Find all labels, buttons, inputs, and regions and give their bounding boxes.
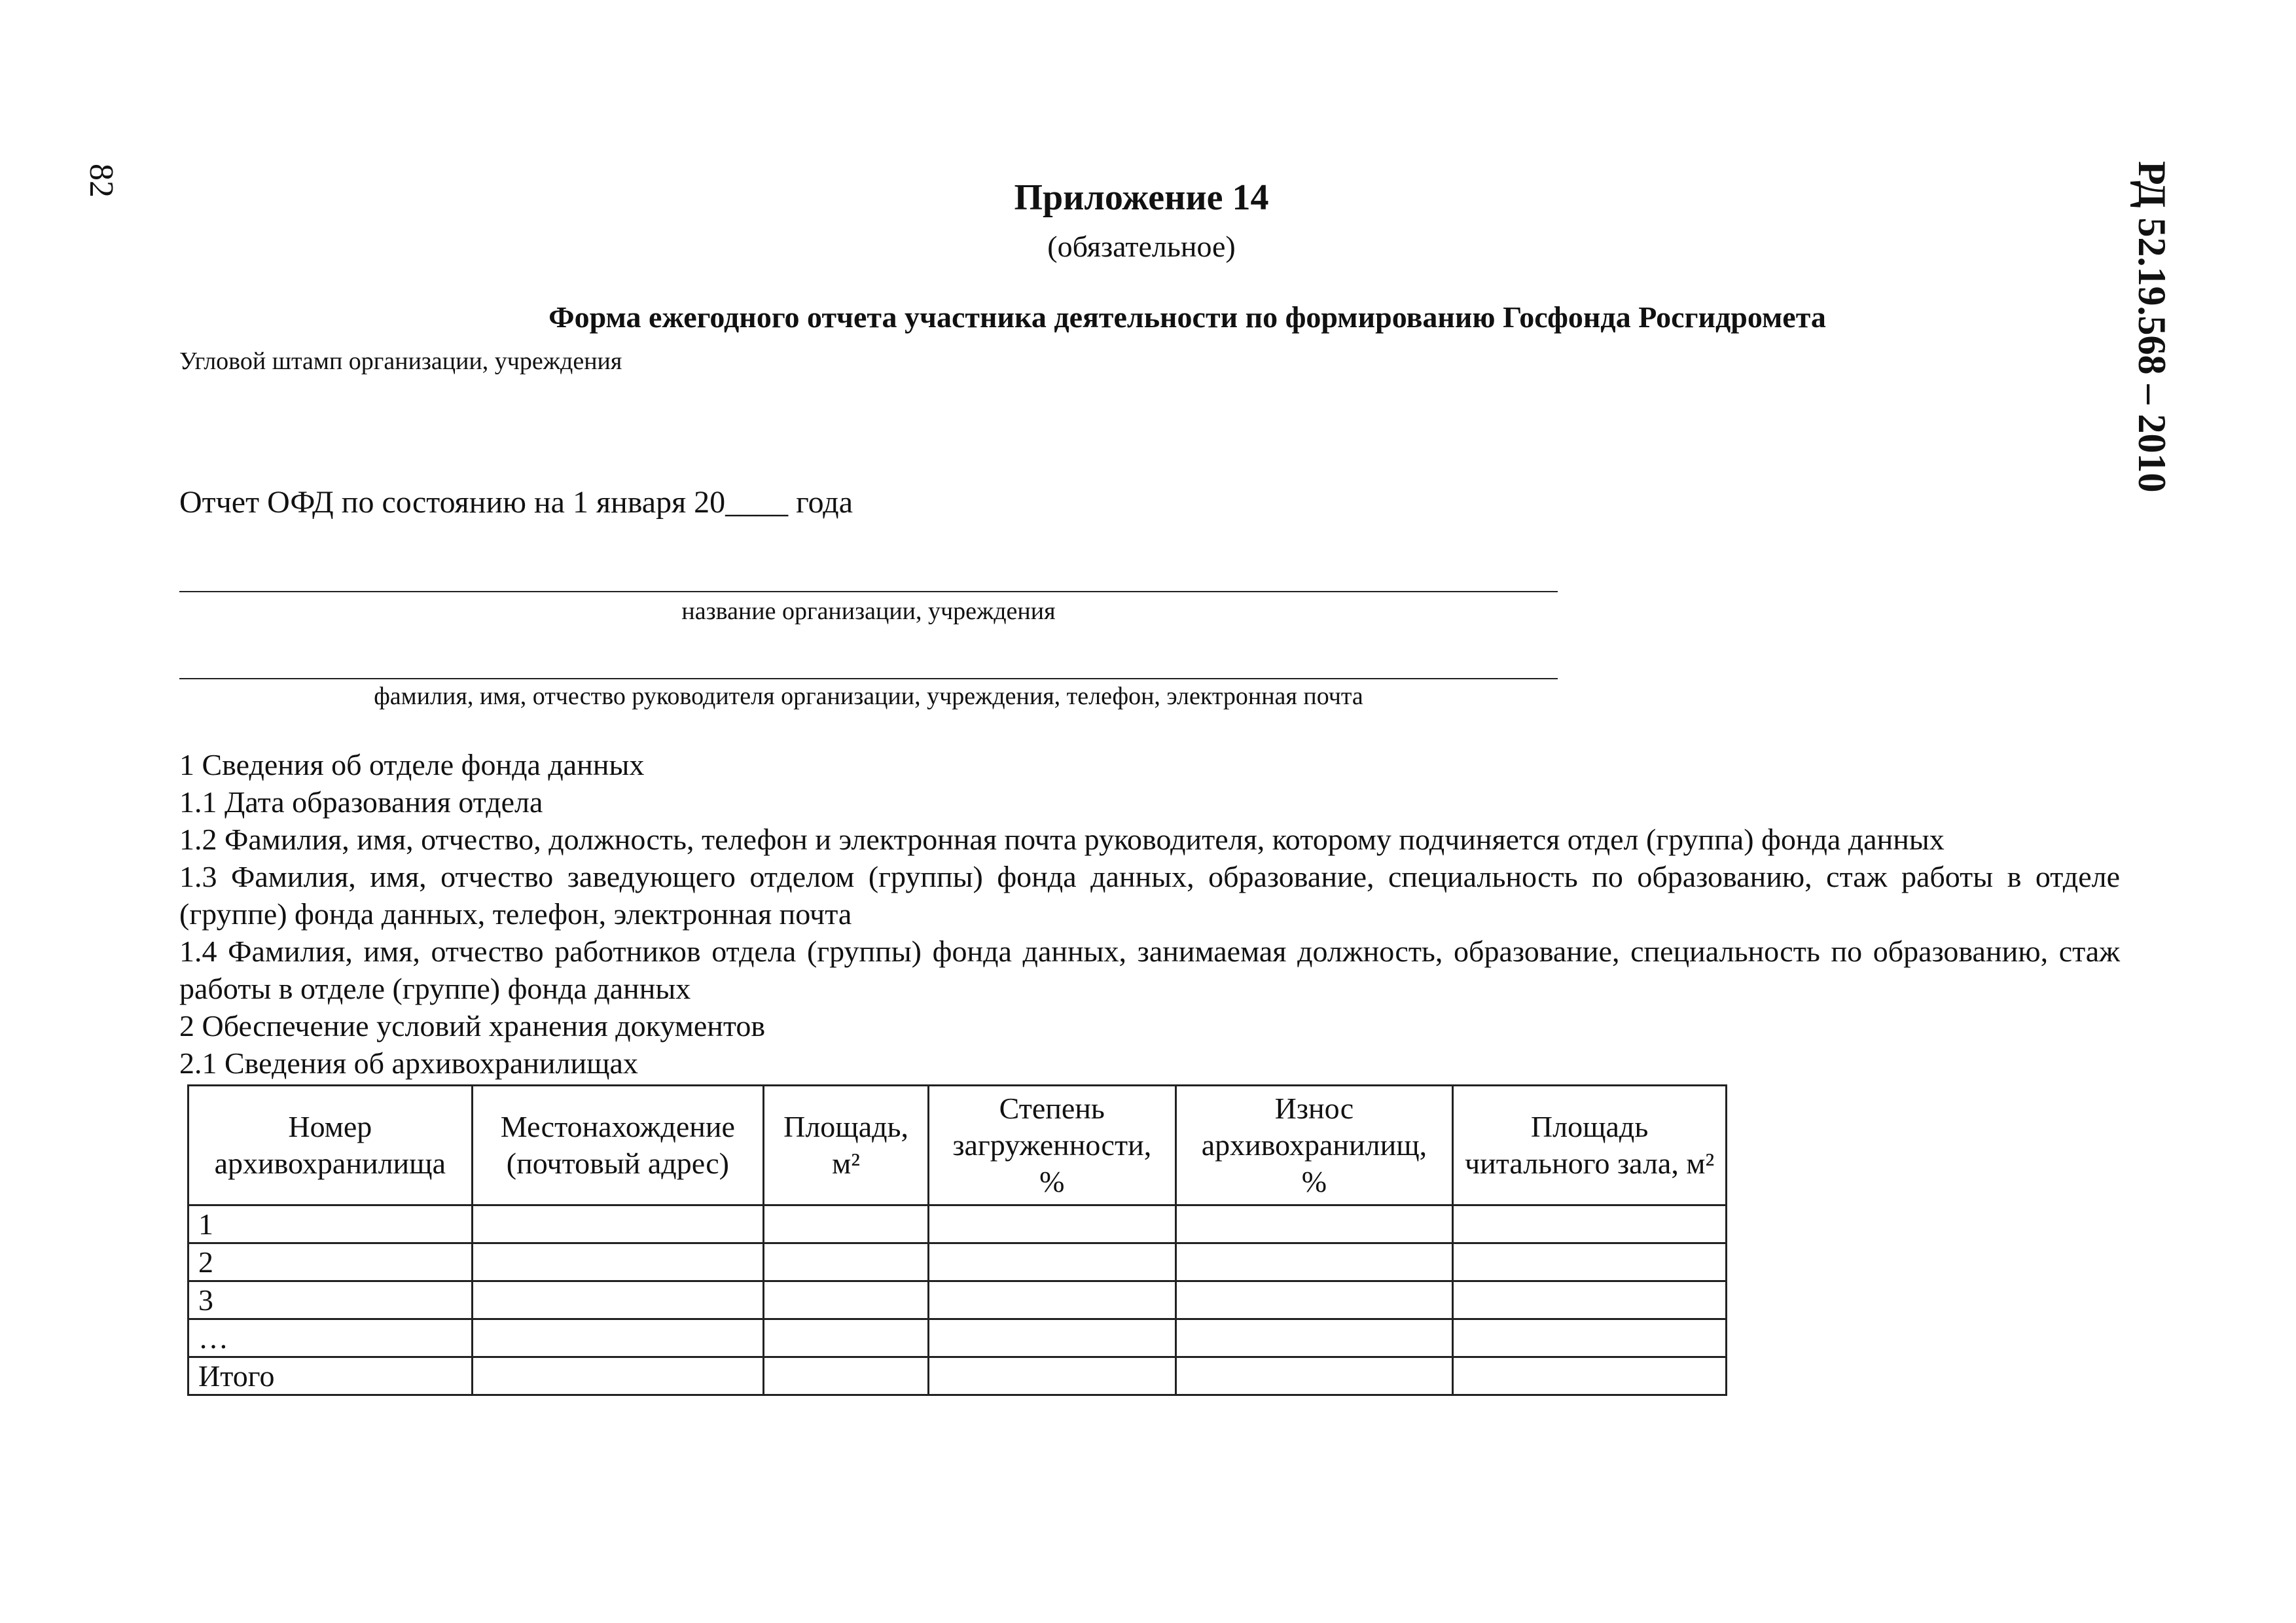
table-cell[interactable]: [1175, 1357, 1453, 1395]
page-number: 82: [82, 164, 120, 198]
row-label: 3: [188, 1281, 473, 1319]
org-name-caption: название организации, учреждения: [681, 597, 1056, 625]
table-cell[interactable]: [472, 1319, 764, 1357]
section-2: 2 Обеспечение условий хранения документов: [179, 1009, 766, 1043]
section-1-2: 1.2 Фамилия, имя, отчество, должность, телефон и электронная почта руководителя, которому подчиняется отдел (группа) фонда данных: [179, 823, 1945, 856]
col-header-reading-room-area: Площадь читального зала, м²: [1453, 1086, 1727, 1205]
appendix-subtitle: (обязательное): [1047, 230, 1236, 263]
table-row: [188, 1205, 1727, 1243]
org-name-line: [179, 591, 1558, 592]
table-total-row: [188, 1357, 1727, 1395]
document-code: РД 52.19.568 – 2010: [2130, 161, 2174, 493]
table-cell[interactable]: [928, 1357, 1175, 1395]
report-line: Отчет ОФД по состоянию на 1 января 20____ года: [179, 485, 853, 520]
table-cell[interactable]: [1175, 1243, 1453, 1281]
stamp-label: Угловой штамп организации, учреждения: [179, 348, 622, 375]
col-header-area: Площадь, м²: [764, 1086, 929, 1205]
table-cell[interactable]: [1175, 1281, 1453, 1319]
head-name-caption: фамилия, имя, отчество руководителя организации, учреждения, телефон, электронная почта: [374, 683, 1363, 710]
table-row: [188, 1281, 1727, 1319]
table-cell[interactable]: [764, 1281, 929, 1319]
table-cell[interactable]: [1453, 1243, 1727, 1281]
col-header-location: Местонахождение (почтовый адрес): [472, 1086, 764, 1205]
row-label: 1: [188, 1205, 473, 1243]
table-cell[interactable]: [1175, 1319, 1453, 1357]
table-cell[interactable]: [1453, 1357, 1727, 1395]
section-1-4: 1.4 Фамилия, имя, отчество работников отдела (группы) фонда данных, занимаемая должность, образование, специальность по образованию, стаж работы в отделе (группе) фонда данных: [179, 935, 2120, 1005]
table-cell[interactable]: [472, 1205, 764, 1243]
total-label: Итого: [188, 1357, 473, 1395]
table-cell[interactable]: [1453, 1319, 1727, 1357]
row-label: 2: [188, 1243, 473, 1281]
table-cell[interactable]: [764, 1319, 929, 1357]
table-cell[interactable]: [764, 1357, 929, 1395]
table-cell[interactable]: [472, 1357, 764, 1395]
table-cell[interactable]: [928, 1205, 1175, 1243]
table-cell[interactable]: [928, 1319, 1175, 1357]
table-cell[interactable]: [928, 1243, 1175, 1281]
table-cell[interactable]: [1453, 1205, 1727, 1243]
col-header-wear: Износ архивохранилищ, %: [1175, 1086, 1453, 1205]
table-header-row: [188, 1086, 1727, 1205]
table-cell[interactable]: [764, 1205, 929, 1243]
table-cell[interactable]: [472, 1281, 764, 1319]
table-cell[interactable]: [1175, 1205, 1453, 1243]
table-cell[interactable]: [928, 1281, 1175, 1319]
section-2-1: 2.1 Сведения об архивохранилищах: [179, 1046, 638, 1080]
storage-table: [187, 1084, 1727, 1396]
section-1-1: 1.1 Дата образования отдела: [179, 785, 543, 819]
row-label: …: [188, 1319, 473, 1357]
col-header-storage-number: Номер архивохранилища: [188, 1086, 473, 1205]
table-row: [188, 1243, 1727, 1281]
table-cell[interactable]: [1453, 1281, 1727, 1319]
appendix-title: Приложение 14: [1014, 177, 1269, 218]
col-header-load-degree: Степень загруженности, %: [928, 1086, 1175, 1205]
section-1-3: 1.3 Фамилия, имя, отчество заведующего отделом (группы) фонда данных, образование, специальность по образованию, стаж работы в отделе (группе) фонда данных, телефон, электронная почта: [179, 860, 2120, 931]
table-row: [188, 1319, 1727, 1357]
head-name-line: [179, 678, 1558, 679]
form-sections: [179, 746, 2120, 1082]
table-cell[interactable]: [764, 1243, 929, 1281]
form-title: Форма ежегодного отчета участника деятельности по формированию Госфонда Росгидромета: [548, 300, 1826, 334]
section-1: 1 Сведения об отделе фонда данных: [179, 748, 645, 781]
table-cell[interactable]: [472, 1243, 764, 1281]
